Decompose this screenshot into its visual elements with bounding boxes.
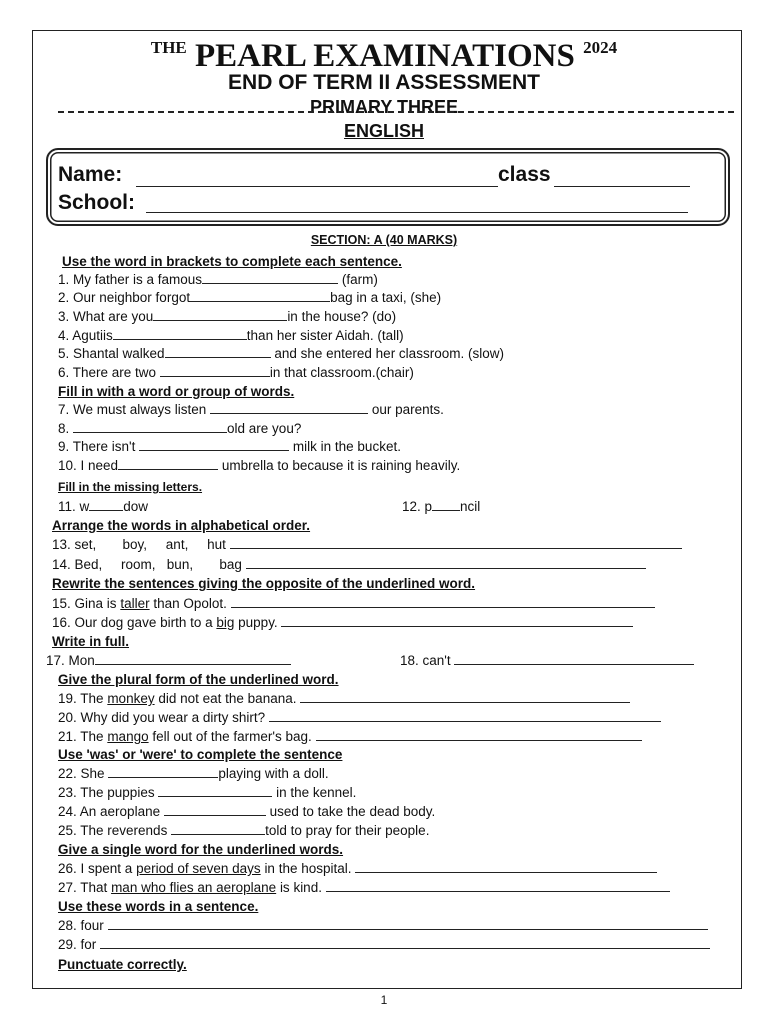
- answer-blank[interactable]: [158, 784, 272, 797]
- question-27: 27. That man who flies an aeroplane is kind.: [58, 879, 670, 897]
- answer-blank[interactable]: [89, 498, 123, 511]
- answer-blank[interactable]: [355, 860, 657, 873]
- question-26: 26. I spent a period of seven days in the hospital.: [58, 860, 657, 878]
- question-4: 4. Agutiis than her sister Aidah. (tall): [58, 328, 404, 343]
- question-7: 7. We must always listen our parents.: [58, 402, 444, 417]
- answer-blank[interactable]: [95, 652, 291, 665]
- question-3: 3. What are you in the house? (do): [58, 309, 397, 324]
- question-16: 16. Our dog gave birth to a big puppy.: [52, 614, 633, 632]
- question-13: 13. set, boy, ant, hut: [52, 536, 712, 554]
- exam-title: [0, 30, 768, 74]
- instruction-opposite: Rewrite the sentences giving the opposite of the underlined word.: [52, 576, 476, 591]
- answer-blank[interactable]: [326, 879, 670, 892]
- question-12: 12. p ncil: [402, 499, 481, 514]
- underlined-word: taller: [120, 596, 150, 611]
- instruction-plural: Give the plural form of the underlined word.: [58, 672, 339, 687]
- question-6: 6. There are two in that classroom.(chair): [58, 365, 414, 380]
- question-9: 9. There isn't milk in the bucket.: [58, 439, 401, 454]
- underlined-words: man who flies an aeroplane: [111, 880, 277, 895]
- question-21: 21. The mango fell out of the farmer's bag.: [58, 728, 642, 746]
- class-field[interactable]: [554, 186, 690, 187]
- class-level: PRIMARY THREE: [309, 97, 459, 117]
- question-25: 25. The reverends told to pray for their people.: [58, 823, 430, 838]
- answer-blank[interactable]: [171, 822, 265, 835]
- instruction-fill-in: Fill in with a word or group of words.: [58, 384, 295, 399]
- subject-heading: ENGLISH: [343, 121, 424, 141]
- question-14: 14. Bed, room, bun, bag: [52, 556, 712, 574]
- question-15: 15. Gina is taller than Opolot.: [52, 595, 655, 613]
- answer-blank[interactable]: [160, 364, 270, 377]
- instruction-write-full: Write in full.: [52, 634, 129, 649]
- answer-blank[interactable]: [281, 614, 633, 627]
- answer-blank[interactable]: [108, 765, 218, 778]
- question-29: 29. for: [58, 936, 710, 954]
- answer-blank[interactable]: [454, 652, 694, 665]
- question-24: 24. An aeroplane used to take the dead body.: [58, 804, 436, 819]
- answer-blank[interactable]: [246, 556, 646, 569]
- underlined-word: mango: [107, 729, 149, 744]
- question-19: 19. The monkey did not eat the banana.: [58, 690, 630, 708]
- question-8: 8. old are you?: [58, 421, 302, 436]
- question-1: 1. My father is a famous (farm): [58, 272, 378, 287]
- question-22: 22. She playing with a doll.: [58, 766, 329, 781]
- answer-blank[interactable]: [202, 271, 338, 284]
- answer-blank[interactable]: [100, 936, 710, 949]
- title-year: 2024: [583, 38, 618, 57]
- student-details-box: [46, 148, 730, 226]
- underlined-word: big: [216, 615, 235, 630]
- class-label: class: [498, 163, 551, 186]
- question-10: 10. I need umbrella to because it is raining heavily.: [58, 458, 461, 473]
- assessment-subtitle: END OF TERM II ASSESSMENT: [228, 71, 540, 94]
- question-11: 11. w dow: [58, 499, 149, 514]
- dashed-divider: [58, 111, 734, 113]
- instruction-was-were: Use 'was' or 'were' to complete the sentence: [58, 747, 343, 762]
- school-label: School:: [58, 191, 135, 214]
- answer-blank[interactable]: [190, 289, 330, 302]
- instruction-brackets: Use the word in brackets to complete each sentence.: [62, 254, 402, 269]
- question-28: 28. four: [58, 917, 708, 935]
- answer-blank[interactable]: [164, 803, 266, 816]
- answer-blank[interactable]: [432, 498, 460, 511]
- answer-blank[interactable]: [113, 327, 247, 340]
- question-2: 2. Our neighbor forgot bag in a taxi, (she): [58, 290, 442, 305]
- question-5: 5. Shantal walked and she entered her classroom. (slow): [58, 346, 504, 361]
- instruction-alphabetical: Arrange the words in alphabetical order.: [52, 518, 311, 533]
- answer-blank[interactable]: [139, 438, 289, 451]
- answer-blank[interactable]: [118, 457, 218, 470]
- instruction-sentence: Use these words in a sentence.: [58, 899, 259, 914]
- answer-blank[interactable]: [316, 728, 642, 741]
- instruction-missing-letters: Fill in the missing letters.: [58, 480, 203, 494]
- name-field[interactable]: [136, 186, 498, 187]
- question-20: 20. Why did you wear a dirty shirt?: [58, 709, 661, 727]
- instruction-punctuate: Punctuate correctly.: [58, 957, 187, 972]
- answer-blank[interactable]: [230, 536, 682, 549]
- answer-blank[interactable]: [108, 917, 708, 930]
- underlined-words: period of seven days: [136, 861, 261, 876]
- title-prefix: THE: [150, 38, 187, 57]
- section-heading: SECTION: A (40 MARKS): [310, 233, 458, 247]
- footer-rule: [32, 988, 742, 989]
- question-18: 18. can't: [400, 652, 694, 670]
- answer-blank[interactable]: [269, 709, 661, 722]
- underlined-word: monkey: [107, 691, 155, 706]
- answer-blank[interactable]: [231, 595, 655, 608]
- answer-blank[interactable]: [153, 308, 287, 321]
- answer-blank[interactable]: [210, 401, 368, 414]
- name-label: Name:: [58, 163, 123, 186]
- title-main: PEARL EXAMINATIONS: [195, 38, 575, 74]
- page-number: 1: [380, 993, 388, 1007]
- question-17: 17. Mon: [46, 652, 291, 670]
- instruction-single-word: Give a single word for the underlined words.: [58, 842, 344, 857]
- question-23: 23. The puppies in the kennel.: [58, 785, 357, 800]
- answer-blank[interactable]: [73, 420, 227, 433]
- answer-blank[interactable]: [165, 345, 271, 358]
- answer-blank[interactable]: [300, 690, 630, 703]
- school-field[interactable]: [146, 212, 688, 213]
